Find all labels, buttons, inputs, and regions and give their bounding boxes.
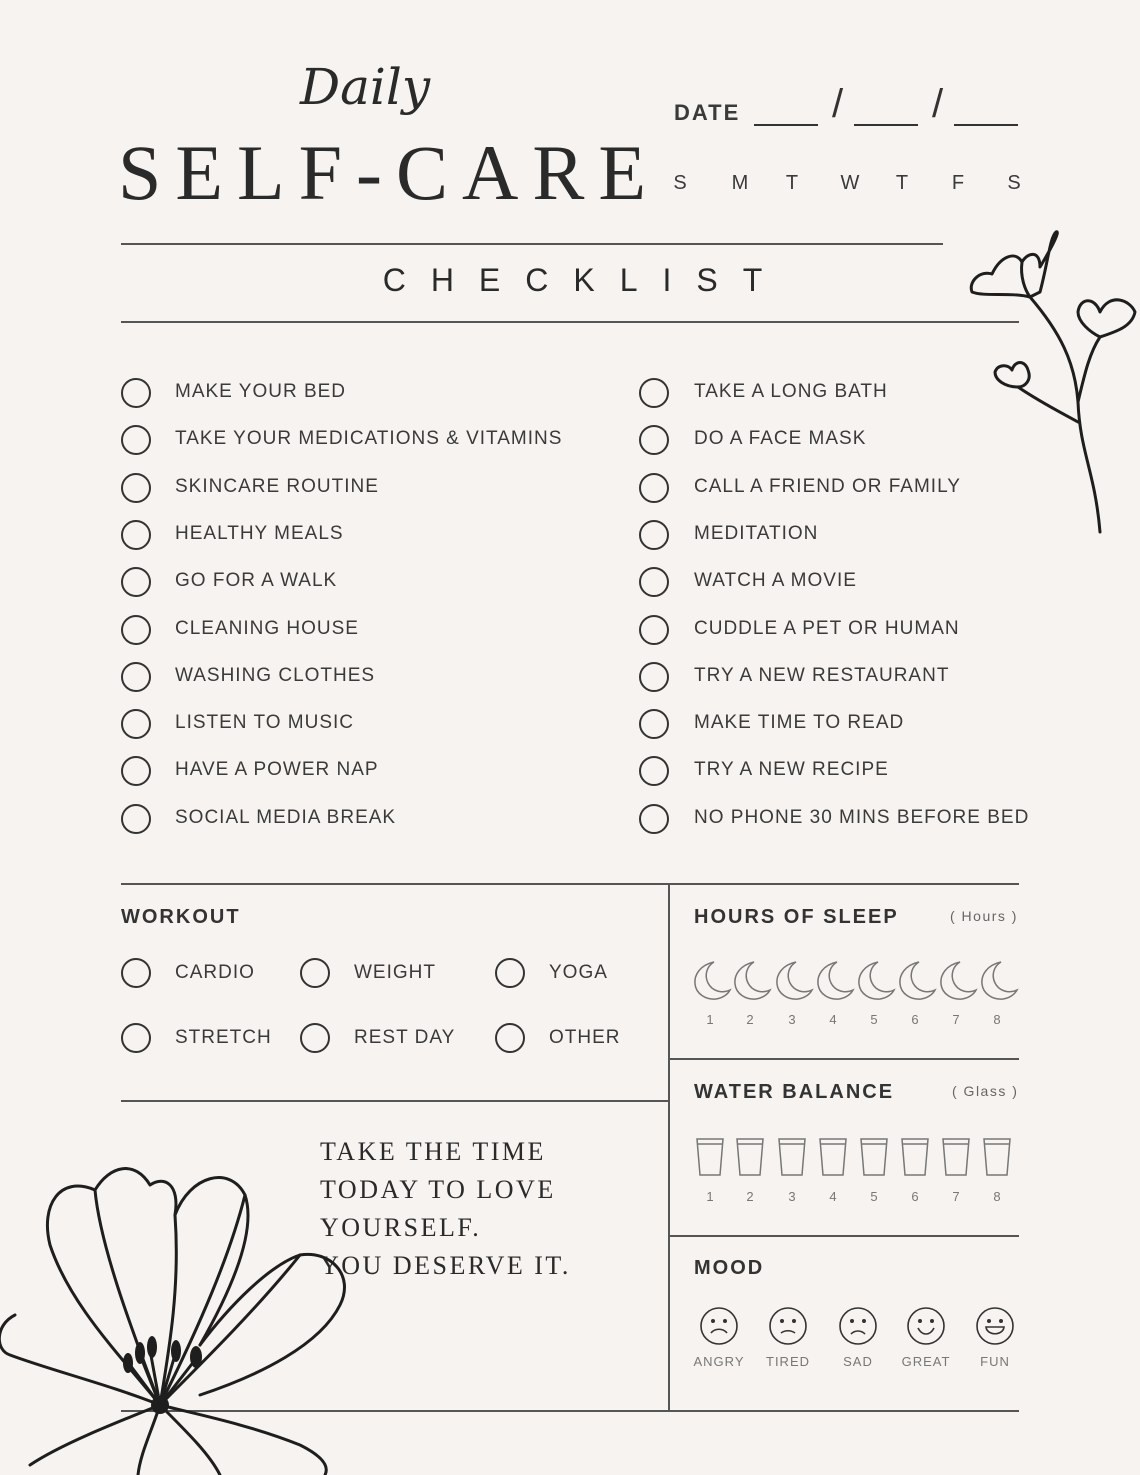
checkbox[interactable] bbox=[639, 756, 669, 786]
weekday-letter[interactable]: T bbox=[785, 172, 799, 194]
moon-icon[interactable] bbox=[938, 960, 978, 1002]
checkbox[interactable] bbox=[639, 709, 669, 739]
checklist-item-label: SOCIAL MEDIA BREAK bbox=[175, 806, 397, 828]
tired-face-icon[interactable] bbox=[768, 1306, 808, 1346]
sleep-hour-number: 1 bbox=[706, 1012, 714, 1027]
checklist-item-label: TAKE A LONG BATH bbox=[694, 381, 888, 402]
mood-label: SAD bbox=[843, 1354, 873, 1369]
quote-line: TODAY TO LOVE bbox=[320, 1175, 556, 1204]
divider bbox=[668, 1235, 1019, 1237]
sleep-hour-number: 3 bbox=[788, 1012, 796, 1027]
checklist-item-label: TAKE YOUR MEDICATIONS & VITAMINS bbox=[175, 428, 563, 450]
checklist-item-label: CUDDLE A PET OR HUMAN bbox=[694, 617, 960, 639]
checklist-item-label: NO PHONE 30 MINS BEFORE BED bbox=[694, 806, 1030, 828]
checklist-item-label: LISTEN TO MUSIC bbox=[175, 712, 354, 734]
checklist-item-label: TRY A NEW RECIPE bbox=[694, 759, 889, 781]
sad-face-icon[interactable] bbox=[838, 1306, 878, 1346]
water-unit: ( Glass ) bbox=[952, 1083, 1019, 1099]
date-slash: / bbox=[932, 82, 944, 126]
sleep-unit: ( Hours ) bbox=[950, 908, 1018, 924]
checklist-item-label: DO A FACE MASK bbox=[694, 428, 867, 450]
quote-line: YOU DESERVE IT. bbox=[320, 1251, 571, 1280]
mood-label: FUN bbox=[980, 1354, 1010, 1369]
glass-icon[interactable] bbox=[694, 1136, 726, 1178]
checklist-item-label: HAVE A POWER NAP bbox=[175, 759, 379, 781]
moon-icon[interactable] bbox=[692, 960, 732, 1002]
water-glass-number: 8 bbox=[993, 1189, 1001, 1204]
smile-face-icon[interactable] bbox=[906, 1306, 946, 1346]
checkbox[interactable] bbox=[639, 425, 669, 455]
divider bbox=[121, 243, 943, 245]
workout-option-label: OTHER bbox=[549, 1027, 621, 1048]
divider bbox=[121, 1100, 668, 1102]
script-title: Daily bbox=[300, 58, 431, 116]
workout-option-label: WEIGHT bbox=[354, 962, 436, 983]
moon-icon[interactable] bbox=[732, 960, 772, 1002]
moon-icon[interactable] bbox=[856, 960, 896, 1002]
main-title: SELF-CARE bbox=[118, 129, 661, 216]
mood-title: MOOD bbox=[694, 1257, 765, 1279]
divider bbox=[121, 883, 1019, 885]
water-glass-number: 5 bbox=[870, 1189, 878, 1204]
weekday-letter[interactable]: T bbox=[895, 172, 909, 194]
workout-checkbox[interactable] bbox=[495, 1023, 525, 1053]
sleep-hour-number: 5 bbox=[870, 1012, 878, 1027]
sleep-hour-number: 7 bbox=[952, 1012, 960, 1027]
checklist-item-label: HEALTHY MEALS bbox=[175, 522, 344, 544]
sleep-hour-number: 2 bbox=[746, 1012, 754, 1027]
checklist-item-label: WATCH A MOVIE bbox=[694, 570, 857, 592]
workout-checkbox[interactable] bbox=[121, 958, 151, 988]
weekday-letter[interactable]: S bbox=[673, 172, 687, 194]
date-day-blank[interactable] bbox=[854, 124, 918, 126]
water-glass-number: 4 bbox=[829, 1189, 837, 1204]
checkbox[interactable] bbox=[639, 520, 669, 550]
checklist-item-label: TRY A NEW RESTAURANT bbox=[694, 664, 950, 686]
date-month-blank[interactable] bbox=[754, 124, 818, 126]
angry-face-icon[interactable] bbox=[699, 1306, 739, 1346]
moon-icon[interactable] bbox=[897, 960, 937, 1002]
checkbox[interactable] bbox=[121, 662, 151, 692]
large-flower-illustration-icon bbox=[0, 1155, 360, 1475]
laughing-face-icon[interactable] bbox=[975, 1306, 1015, 1346]
checklist-item-label: WASHING CLOTHES bbox=[175, 664, 376, 686]
glass-icon[interactable] bbox=[817, 1136, 849, 1178]
workout-option-label: REST DAY bbox=[354, 1027, 456, 1048]
mood-label: TIRED bbox=[766, 1354, 810, 1369]
glass-icon[interactable] bbox=[899, 1136, 931, 1178]
weekday-letter[interactable]: W bbox=[840, 172, 860, 194]
checklist-item-label: MEDITATION bbox=[694, 522, 819, 544]
quote-line: TAKE THE TIME bbox=[320, 1137, 546, 1166]
moon-icon[interactable] bbox=[815, 960, 855, 1002]
weekday-letter[interactable]: F bbox=[951, 172, 965, 194]
checkbox[interactable] bbox=[639, 662, 669, 692]
checkbox[interactable] bbox=[121, 378, 151, 408]
checkbox[interactable] bbox=[121, 615, 151, 645]
checkbox[interactable] bbox=[121, 425, 151, 455]
glass-icon[interactable] bbox=[940, 1136, 972, 1178]
checkbox[interactable] bbox=[121, 473, 151, 503]
mood-label: ANGRY bbox=[693, 1354, 745, 1369]
sleep-hour-number: 4 bbox=[829, 1012, 837, 1027]
checkbox[interactable] bbox=[121, 709, 151, 739]
weekday-letter[interactable]: M bbox=[731, 172, 749, 194]
water-title: WATER BALANCE bbox=[694, 1081, 895, 1103]
workout-checkbox[interactable] bbox=[121, 1023, 151, 1053]
checklist-item-label: MAKE TIME TO READ bbox=[694, 712, 905, 734]
checkbox[interactable] bbox=[639, 473, 669, 503]
water-glass-number: 1 bbox=[706, 1189, 714, 1204]
workout-checkbox[interactable] bbox=[300, 1023, 330, 1053]
checklist-item-label: CALL A FRIEND OR FAMILY bbox=[694, 475, 961, 497]
workout-option-label: CARDIO bbox=[175, 962, 255, 983]
glass-icon[interactable] bbox=[734, 1136, 766, 1178]
checklist-item-label: GO FOR A WALK bbox=[175, 570, 338, 592]
divider bbox=[668, 1058, 1019, 1060]
checkbox[interactable] bbox=[639, 567, 669, 597]
sleep-hour-number: 8 bbox=[993, 1012, 1001, 1027]
workout-checkbox[interactable] bbox=[300, 958, 330, 988]
quote-line: YOURSELF. bbox=[320, 1213, 482, 1242]
date-year-blank[interactable] bbox=[954, 124, 1018, 126]
moon-icon[interactable] bbox=[979, 960, 1019, 1002]
divider-vertical bbox=[668, 883, 670, 1411]
checklist-title: CHECKLIST bbox=[382, 262, 788, 298]
date-slash: / bbox=[832, 82, 844, 126]
workout-title: WORKOUT bbox=[121, 906, 241, 928]
glass-icon[interactable] bbox=[858, 1136, 890, 1178]
water-glass-number: 3 bbox=[788, 1189, 796, 1204]
mood-label: GREAT bbox=[901, 1354, 951, 1369]
checkbox[interactable] bbox=[639, 804, 669, 834]
date-label: DATE bbox=[674, 100, 741, 125]
workout-checkbox[interactable] bbox=[495, 958, 525, 988]
checklist-item-label: SKINCARE ROUTINE bbox=[175, 475, 379, 497]
flower-illustration-icon bbox=[960, 222, 1140, 537]
divider bbox=[121, 321, 1019, 323]
weekday-letter[interactable]: S bbox=[1007, 172, 1021, 194]
checkbox[interactable] bbox=[121, 520, 151, 550]
sleep-hour-number: 6 bbox=[911, 1012, 919, 1027]
water-glass-number: 7 bbox=[952, 1189, 960, 1204]
checklist-item-label: CLEANING HOUSE bbox=[175, 617, 359, 639]
checkbox[interactable] bbox=[639, 615, 669, 645]
checkbox[interactable] bbox=[121, 804, 151, 834]
checkbox[interactable] bbox=[121, 756, 151, 786]
checklist-item-label: MAKE YOUR BED bbox=[175, 381, 347, 402]
glass-icon[interactable] bbox=[981, 1136, 1013, 1178]
glass-icon[interactable] bbox=[776, 1136, 808, 1178]
water-glass-number: 6 bbox=[911, 1189, 919, 1204]
water-glass-number: 2 bbox=[746, 1189, 754, 1204]
checkbox[interactable] bbox=[639, 378, 669, 408]
sleep-title: HOURS OF SLEEP bbox=[694, 906, 899, 928]
moon-icon[interactable] bbox=[774, 960, 814, 1002]
workout-option-label: STRETCH bbox=[175, 1027, 272, 1048]
checkbox[interactable] bbox=[121, 567, 151, 597]
workout-option-label: YOGA bbox=[549, 962, 608, 983]
